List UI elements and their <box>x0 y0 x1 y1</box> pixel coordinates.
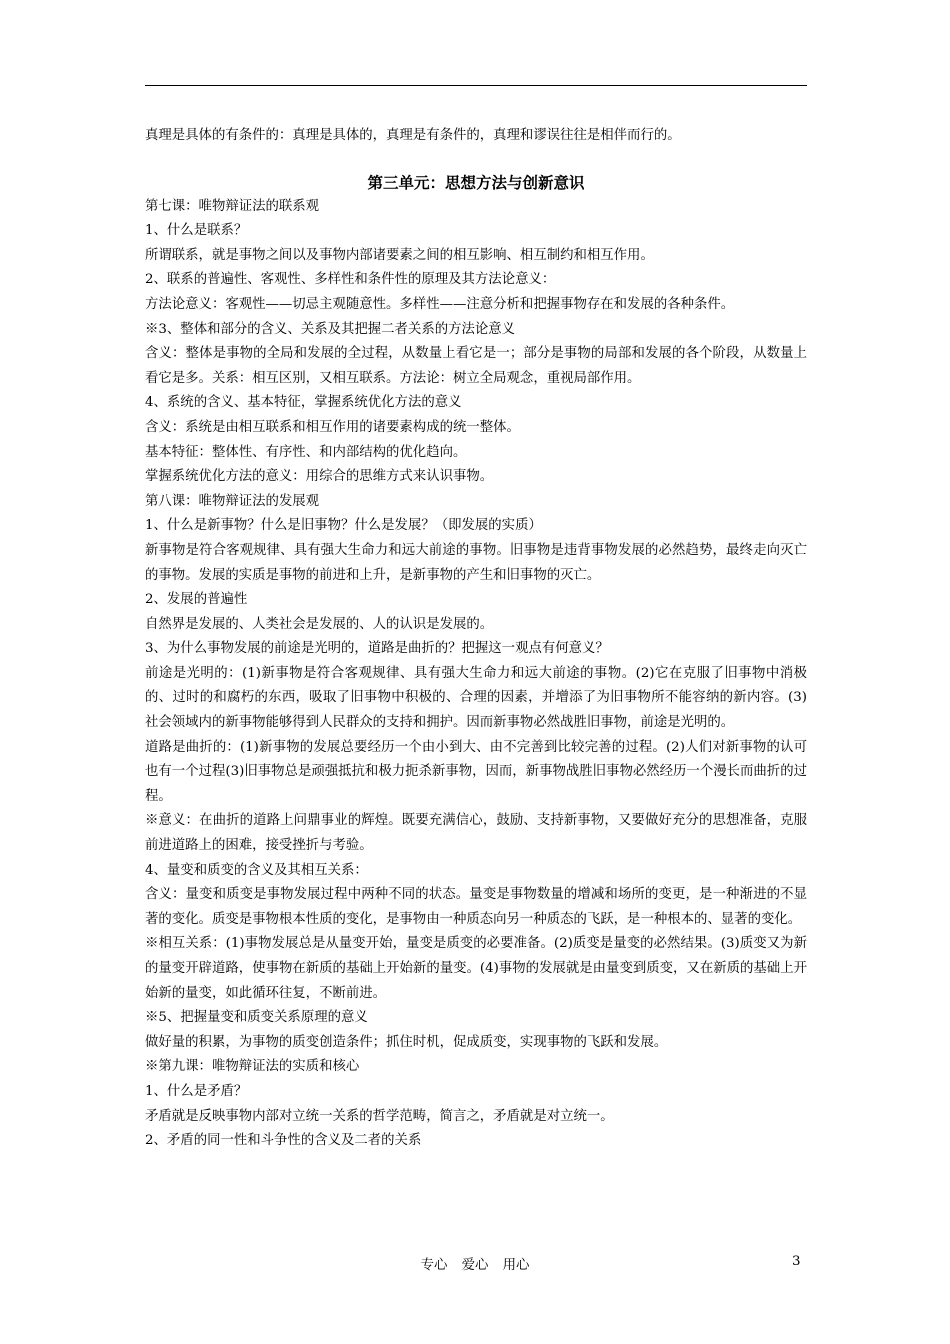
paragraph: 含义：量变和质变是事物发展过程中两种不同的状态。量变是事物数量的增减和场所的变更，是一种渐进的不显著的变化。质变是事物根本性质的变化，是事物由一种质态向另一种质态的飞跃，是一种根本的、显著的变化。 <box>145 887 807 927</box>
lesson-heading: 第七课：唯物辩证法的联系观 <box>145 198 320 214</box>
paragraph: 自然界是发展的、人类社会是发展的、人的认识是发展的。 <box>145 616 494 632</box>
header-rule <box>145 85 807 86</box>
paragraph: 做好量的积累，为事物的质变创造条件；抓住时机，促成质变，实现事物的飞跃和发展。 <box>145 1034 668 1050</box>
question-heading: 4、量变和质变的含义及其相互关系： <box>145 862 368 878</box>
paragraph: 前途是光明的：(1)新事物是符合客观规律、具有强大生命力和远大前途的事物。(2)它在克服了旧事物中消极的、过时的和腐朽的东西，吸取了旧事物中积极的、合理的因素，并增添了为旧事物所不能容纳的新内容。(3) 社会领域内的新事物能够得到人民群众的支持和拥护。因而新事物必然战胜旧事物，前途是光明的。 <box>145 665 807 731</box>
question-heading: 1、什么是矛盾？ <box>145 1083 248 1099</box>
paragraph: 道路是曲折的：(1)新事物的发展总要经历一个由小到大、由不完善到比较完善的过程。(2)人们对新事物的认可也有一个过程(3)旧事物总是顽强抵抗和极力扼杀新事物，因而，新事物战胜旧事物必然经历一个漫长而曲折的过程。 <box>145 739 807 804</box>
paragraph: 含义：整体是事物的全局和发展的全过程，从数量上看它是一；部分是事物的局部和发展的各个阶段，从数量上看它是多。关系：相互区别，又相互联系。方法论：树立全局观念，重视局部作用。 <box>145 346 807 386</box>
paragraph: 方法论意义：客观性——切忌主观随意性。多样性——注意分析和把握事物存在和发展的各种条件。 <box>145 296 735 312</box>
question-heading: 2、联系的普遍性、客观性、多样性和条件性的原理及其方法论意义： <box>145 272 556 288</box>
question-heading: 3、为什么事物发展的前途是光明的，道路是曲折的？把握这一观点有何意义？ <box>145 641 609 657</box>
paragraph: 所谓联系，就是事物之间以及事物内部诸要素之间的相互影响、相互制约和相互作用。 <box>145 247 654 263</box>
paragraph: 掌握系统优化方法的意义：用综合的思维方式来认识事物。 <box>145 469 494 485</box>
lesson-heading: 第八课：唯物辩证法的发展观 <box>145 493 320 509</box>
paragraph: ※意义：在曲折的道路上问鼎事业的辉煌。既要充满信心，鼓励、支持新事物，又要做好充分的思想准备，克服前进道路上的困难，接受挫折与考验。 <box>145 813 807 854</box>
unit-title: 第三单元：思想方法与创新意识 <box>367 172 585 192</box>
question-heading: 4、系统的含义、基本特征，掌握系统优化方法的意义 <box>145 395 462 411</box>
paragraph: 基本特征：整体性、有序性、和内部结构的优化趋向。 <box>145 444 467 460</box>
question-heading: 1、什么是联系？ <box>145 223 248 239</box>
question-heading: 2、矛盾的同一性和斗争性的含义及二者的关系 <box>145 1133 422 1149</box>
paragraph: 矛盾就是反映事物内部对立统一关系的哲学范畴，简言之，矛盾就是对立统一。 <box>145 1108 614 1124</box>
page-content <box>145 124 807 1154</box>
page-number: 3 <box>792 1254 801 1269</box>
footer-motto: 专心 爱心 用心 <box>420 1258 530 1273</box>
lesson-heading: ※第九课：唯物辩证法的实质和核心 <box>145 1059 360 1075</box>
question-heading: 1、什么是新事物？什么是旧事物？什么是发展？（即发展的实质） <box>145 518 542 534</box>
paragraph: ※相互关系：(1)事物发展总是从量变开始，量变是质变的必要准备。(2)质变是量变的必然结果。(3)质变又为新的量变开辟道路，使事物在新质的基础上开始新的量变。(4)事物的发展就是由量变到质变，又在新质的基础上开始新的量变，如此循环往复，不断前进。 <box>145 936 807 1001</box>
question-heading: ※3、整体和部分的含义、关系及其把握二者关系的方法论意义 <box>145 321 516 337</box>
paragraph: 新事物是符合客观规律、具有强大生命力和远大前途的事物。旧事物是违背事物发展的必然趋势，最终走向灭亡的事物。发展的实质是事物的前进和上升，是新事物的产生和旧事物的灭亡。 <box>145 542 807 583</box>
paragraph: 含义：系统是由相互联系和相互作用的诸要素构成的统一整体。 <box>145 419 520 435</box>
question-heading: 2、发展的普遍性 <box>145 592 248 608</box>
question-heading: ※5、把握量变和质变关系原理的意义 <box>145 1010 368 1026</box>
intro-line: 真理是具体的有条件的：真理是具体的，真理是有条件的，真理和谬误往往是相伴而行的。 <box>145 128 681 143</box>
